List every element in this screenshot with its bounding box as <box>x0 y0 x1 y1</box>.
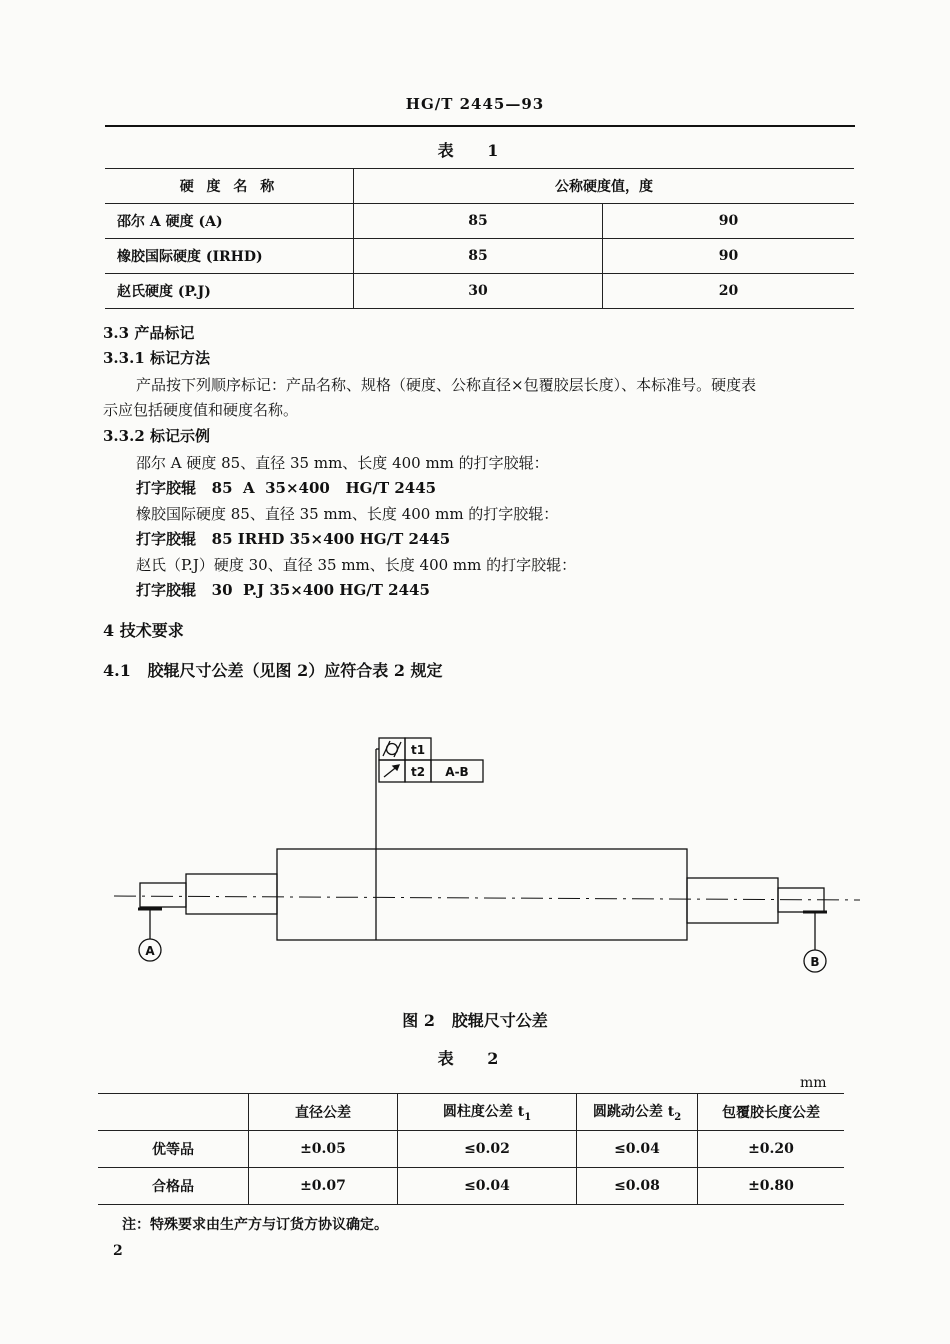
table-row <box>105 204 854 239</box>
table2 <box>98 1093 844 1205</box>
example-line: 橡胶国际硬度 85、直径 35 mm、长度 400 mm 的打字胶辊： <box>136 505 559 523</box>
datum-a-label: A <box>145 944 155 958</box>
page-number: 2 <box>113 1243 123 1259</box>
table2-header-length: 包覆胶长度公差 <box>698 1094 845 1131</box>
table1 <box>105 168 854 309</box>
table1-header-name: 硬 度 名 称 <box>105 169 354 204</box>
table1-header-row <box>105 169 854 204</box>
table1-cell-v2: 20 <box>603 274 855 309</box>
table2-note: 注：特殊要求由生产方与订货方协议确定。 <box>122 1217 388 1233</box>
table-row <box>98 1168 844 1205</box>
header-rule <box>105 125 855 127</box>
table2-cell-runout: ≤0.08 <box>577 1168 698 1205</box>
figure2-caption: 图 2 胶辊尺寸公差 <box>402 1011 548 1030</box>
fcf-datum-label: A-B <box>445 765 469 779</box>
section-3-3-heading: 3.3 产品标记 <box>103 324 195 342</box>
table2-cell-runout: ≤0.04 <box>577 1131 698 1168</box>
runout-icon <box>384 765 399 777</box>
roller-body <box>277 849 687 940</box>
roller-centerline <box>114 896 860 900</box>
table2-header-diameter: 直径公差 <box>249 1094 398 1131</box>
table-row <box>105 274 854 309</box>
roller-right-step <box>687 878 778 923</box>
table2-cell-diameter: ±0.07 <box>249 1168 398 1205</box>
table1-cell-v1: 30 <box>354 274 603 309</box>
table1-cell-v2: 90 <box>603 239 855 274</box>
figure2-roller-drawing <box>0 725 950 995</box>
section-3-3-1-text-line2: 示应包括硬度值和硬度名称。 <box>103 401 299 419</box>
table1-cell-v1: 85 <box>354 239 603 274</box>
section-3-3-1-text-line1: 产品按下列顺序标记：产品名称、规格（硬度、公称直径×包覆胶层长度）、本标准号。硬度表 <box>136 376 757 394</box>
table1-cell-name: 赵氏硬度 (P.J) <box>105 274 354 309</box>
table2-cell-diameter: ±0.05 <box>249 1131 398 1168</box>
table1-cell-v1: 85 <box>354 204 603 239</box>
fcf-t1-label: t1 <box>410 743 426 757</box>
example-line: 打字胶辊 30 P.J 35×400 HG/T 2445 <box>136 581 430 599</box>
table2-cell-length: ±0.20 <box>698 1131 845 1168</box>
table2-header-runout: 圆跳动公差 $t_2$ <box>577 1094 698 1131</box>
roller-left-journal <box>140 883 186 907</box>
table1-header-value: 公称硬度值，度 <box>354 169 855 204</box>
table1-cell-name: 橡胶国际硬度 (IRHD) <box>105 239 354 274</box>
section-3-3-1-heading: 3.3.1 标记方法 <box>103 349 210 367</box>
section-4-heading: 4 技术要求 <box>103 621 184 640</box>
table2-header-blank <box>98 1094 249 1131</box>
table2-unit: mm <box>800 1075 827 1091</box>
table1-caption: 表 1 <box>437 141 513 160</box>
table2-cell-grade: 优等品 <box>98 1131 249 1168</box>
fcf-cell-symbol-cylindricity <box>379 738 405 760</box>
table2-header-cylindricity: 圆柱度公差 $t_1$ <box>398 1094 577 1131</box>
section-4-1-heading: 4.1 胶辊尺寸公差（见图 2）应符合表 2 规定 <box>103 661 443 680</box>
table2-cell-cylindricity: ≤0.02 <box>398 1131 577 1168</box>
example-line: 打字胶辊 85 A 35×400 HG/T 2445 <box>136 479 437 497</box>
section-3-3-2-heading: 3.3.2 标记示例 <box>103 427 210 445</box>
table1-cell-v2: 90 <box>603 204 855 239</box>
example-line: 邵尔 A 硬度 85、直径 35 mm、长度 400 mm 的打字胶辊： <box>136 454 549 472</box>
roller-left-step <box>186 874 277 914</box>
table2-header-row <box>98 1094 844 1131</box>
table-row <box>105 239 854 274</box>
example-line: 打字胶辊 85 IRHD 35×400 HG/T 2445 <box>136 530 451 548</box>
table2-cell-length: ±0.80 <box>698 1168 845 1205</box>
table-row <box>98 1131 844 1168</box>
example-line: 赵氏（P.J）硬度 30、直径 35 mm、长度 400 mm 的打字胶辊： <box>136 556 577 574</box>
table2-caption: 表 2 <box>437 1049 513 1068</box>
table2-cell-grade: 合格品 <box>98 1168 249 1205</box>
fcf-t2-label: t2 <box>410 765 426 779</box>
standard-code-header: HG/T 2445—93 <box>405 95 545 113</box>
table1-cell-name: 邵尔 A 硬度 (A) <box>105 204 354 239</box>
table2-cell-cylindricity: ≤0.04 <box>398 1168 577 1205</box>
cylindricity-icon <box>383 741 401 757</box>
datum-b-label: B <box>810 955 820 969</box>
